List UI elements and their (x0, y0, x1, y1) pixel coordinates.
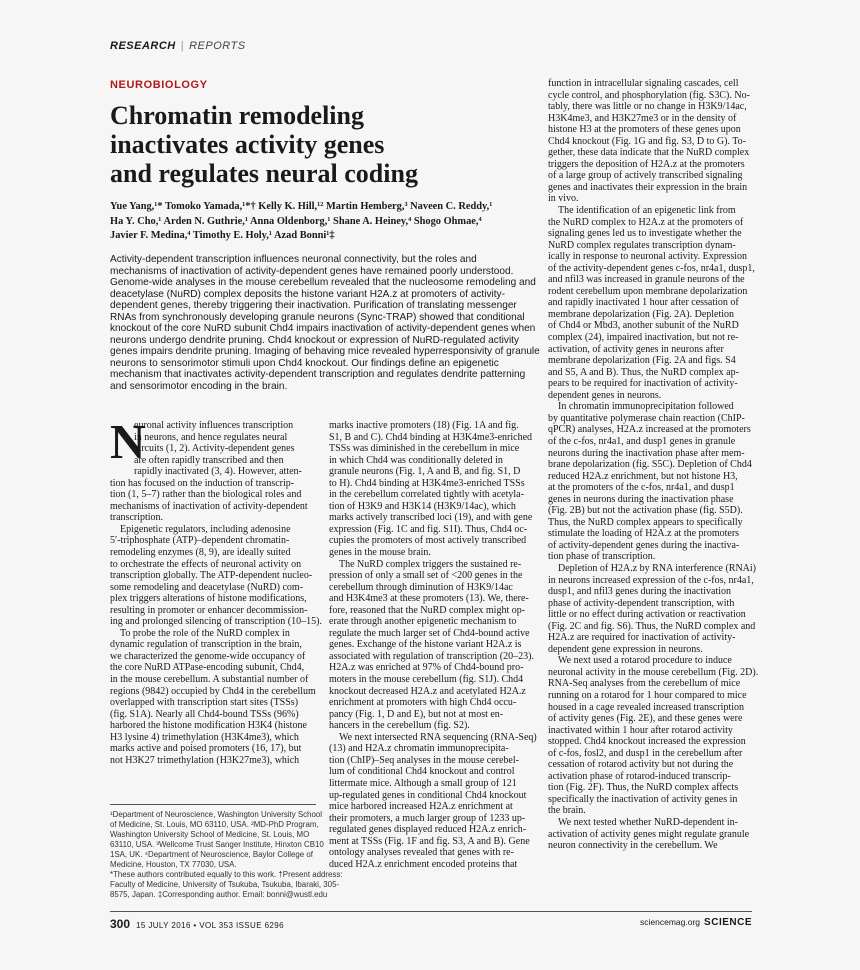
body-text-line: We next tested whether NuRD-dependent in- (558, 817, 738, 828)
body-text-line: dynamic regulation of transcription in the brain, (110, 639, 302, 651)
body-text-line: hancers in the cerebellum (fig. S2). (329, 720, 470, 732)
running-header (110, 40, 246, 52)
body-column-3 (548, 78, 759, 852)
body-text-line: we characterized the genome-wide occupancy of (110, 650, 306, 662)
body-text-line: granule neurons (Fig. 1, A and B, and fig. S1, D (329, 466, 521, 478)
footnote-line: 1SA, UK. ⁴Department of Neuroscience, Baylor College of (110, 850, 313, 859)
body-text-line: remodeling enzymes (8, 9), are ideally suited (110, 547, 291, 559)
footnote-line: Washington University School of Medicine, St. Louis, MO (110, 830, 310, 839)
body-text-line: overlapped with transcription start sites (TSSs) (110, 697, 299, 709)
footnote-line: Medicine, Houston, TX 77030, USA. (110, 860, 237, 869)
body-text-line: duced H2A.z enrichment encoded proteins that (329, 858, 518, 870)
body-column-1 (110, 414, 322, 766)
body-text-line: inactivated within 1 hour after rotarod activity (548, 724, 733, 736)
body-text-line: transcription globally. The ATP-dependent nucleo- (110, 570, 313, 582)
abstract-line: and sensorimotor encoding in the brain. (110, 381, 288, 393)
abstract-line: Genome-wide analyses in the mouse cerebellum revealed that the nucleosome remodeling and (110, 277, 536, 289)
body-text-line: Thus, the NuRD complex appears to specifically (548, 516, 743, 528)
body-text-line: tion (Fig. 2F). Thus, the NuRD complex affects (548, 782, 739, 794)
subsection-label: REPORTS (189, 40, 246, 52)
issue-info: 15 JULY 2016 • VOL 353 ISSUE 6296 (136, 921, 284, 930)
title-line: inactivates activity genes (110, 130, 385, 159)
body-text-line: of the activity-dependent genes c-fos, nr4a1, dusp1, (548, 262, 755, 274)
body-text-line: in the cerebellum correlated tightly with acetyla- (329, 489, 524, 501)
section-label: RESEARCH (110, 40, 176, 52)
body-text-line: We next intersected RNA sequencing (RNA-Seq) (339, 731, 537, 743)
body-text-line: dependent genes in neurons. (548, 389, 662, 401)
body-text-line: little or no effect during activation or reactivation (548, 609, 746, 621)
body-text-line: activation of activity genes might regulate granule (548, 828, 750, 840)
body-text-line: activation, of activity genes in neurons after (548, 343, 724, 355)
body-text-line: marks inactive promoters (18) (Fig. 1A and fig. (329, 420, 519, 431)
body-text-line: rapidly inactivated (3, 4). However, atten- (134, 466, 302, 478)
body-text-line: H3 lysine 4) trimethylation (H3K4me3), which (110, 731, 299, 743)
footnote-line: Faculty of Medicine, University of Tsukuba, Tsukuba, Ibaraki, 305- (110, 880, 340, 889)
drop-cap: N (110, 414, 146, 469)
body-text-line: lum of conditional Chd4 knockout and control (329, 766, 515, 778)
abstract-line: neurons to sensorimotor stimuli upon Chd4 knockout. Our findings define an epigenetic (110, 357, 499, 369)
body-text-line: erate through another epigenetic mechanism to (329, 616, 517, 628)
body-text-line: in vivo. (548, 193, 579, 205)
body-text-line: by quantitative polymerase chain reaction (ChIP- (548, 412, 745, 424)
body-text-line: phase of activity-dependent transcription, with (548, 597, 735, 609)
body-text-line: The NuRD complex triggers the sustained re- (339, 558, 522, 570)
body-text-line: fore, reasoned that the NuRD complex might op- (329, 604, 526, 616)
body-text-line: The identification of an epigenetic link from (558, 205, 736, 217)
body-text-line: ment at TSSs (Fig. 1F and fig. S3, A and B). Gene (329, 835, 530, 847)
abstract-line: Activity-dependent transcription influences neuronal connectivity, but the roles and (110, 254, 477, 265)
footnote-line: of Medicine, St. Louis, MO 63110, USA. ²MD-PhD Program, (110, 820, 319, 829)
body-text-line: tion (ChIP)–Seq analyses in the mouse cerebel- (329, 754, 519, 766)
body-text-line: regulate the much larger set of Chd4-bound active (329, 627, 530, 639)
body-text-line: to H). Chd4 binding at H3K4me3-enriched TSSs (329, 477, 525, 489)
body-text-line: the brain. (548, 805, 586, 817)
abstract-line: neurons undergo dendrite pruning. Chd4 knockout or expression of NuRD-regulated activity (110, 334, 520, 346)
body-text-line: complex (24), impaired inactivation, but not re- (548, 332, 739, 344)
abstract-line: genes impairs dendrite pruning. Imaging of behaving mice revealed hyperresponsivity of granule (110, 346, 540, 358)
body-text-line: (Fig. 2C and fig. S6). Thus, the NuRD complex and (548, 620, 756, 632)
body-text-line: function in intracellular signaling cascades, cell (548, 78, 739, 89)
body-text-line: stimulate the loading of H2A.z at the promoters (548, 528, 740, 540)
body-text-line: up-regulated genes in conditional Chd4 knockout (329, 789, 527, 801)
body-text-line: cerebellum through diminution of H3K9/14ac (329, 581, 513, 593)
footnote-line: *These authors contributed equally to this work. †Present address: (110, 870, 343, 879)
body-text-line: signaling genes led us to investigate whether the (548, 228, 742, 240)
body-text-line: 5′-triphosphate (ATP)–dependent chromatin- (110, 535, 290, 547)
body-text-line: tion phase of transcription. (548, 551, 656, 563)
body-text-line: of Chd4 or Mbd3, another subunit of the NuRD (548, 320, 739, 332)
body-text-line: (fig. S1A). Nearly all Chd4-bound TSSs (96%) (110, 708, 299, 720)
abstract-line: knockout of the core NuRD subunit Chd4 impairs inactivation of activity-dependent genes when (110, 323, 536, 335)
body-text-line: neuronal activity in the mouse cerebellum (Fig. 2D). (548, 666, 759, 678)
body-text-line: and H3K4me3 at these promoters (13). We, there- (329, 593, 529, 605)
body-text-line: RNA-Seq analyses from the cerebellum of mice (548, 678, 741, 690)
body-text-line: To probe the role of the NuRD complex in (120, 627, 290, 639)
footnote-divider (110, 804, 316, 805)
body-text-line: gether, these data indicate that the NuRD complex (548, 147, 750, 159)
body-text-line: H3K4me3, and H3K27me3 or in the density of (548, 112, 737, 124)
body-text-line: at the promoters of the c-fos, nr4a1, and dusp1 (548, 482, 735, 494)
body-text-line: knockout decreased H2A.z and acetylated H2A.z (329, 685, 526, 697)
body-text-line: in neurons, and hence regulates neural (134, 431, 288, 443)
header-separator: | (180, 40, 185, 52)
body-text-line: circuits (1, 2). Activity-dependent genes (134, 443, 295, 455)
body-text-line: pancy (Fig. 1, D and E), but not at most en- (329, 708, 504, 720)
body-text-line: plex triggers alterations of histone modifications, (110, 593, 307, 605)
body-text-line: the NuRD complex to H2A.z at the promoters of (548, 216, 744, 228)
body-text-line: (13) and H2A.z chromatin immunoprecipita- (329, 743, 509, 755)
title-line: and regulates neural coding (110, 159, 418, 188)
body-text-line: cupies the promoters of most actively transcribed (329, 535, 527, 547)
footnote-line: 8575, Japan. ‡Corresponding author. Email: bonni@wustl.edu (110, 890, 328, 899)
body-text-line: to orchestrate the effects of neuronal activity on (110, 558, 302, 570)
body-text-line: Epigenetic regulators, including adenosine (120, 523, 291, 535)
body-text-line: We next used a rotarod procedure to induce (558, 655, 732, 667)
body-text-line: reduced H2A.z enrichment, but not histone H3, (548, 470, 738, 482)
body-text-line: of c-fos, fosl2, and dusp1 in the cerebellum after (548, 747, 743, 759)
body-text-line: tion has focused on the induction of transcrip- (110, 477, 295, 489)
body-text-line: in which Chd4 was conditionally deleted in (329, 454, 503, 466)
body-text-line: running on a rotarod for 1 hour compared to mice (548, 689, 747, 701)
body-text-line: littermate mice. Although a small group of 121 (329, 777, 517, 789)
footer-left (110, 917, 284, 931)
body-text-line: H2A.z are required for inactivation of activity- (548, 632, 736, 644)
body-text-line: tion of H3K9 and H3K14 (H3K9/14ac), which (329, 500, 516, 512)
body-text-line: pression of only a small set of <200 genes in the (329, 570, 523, 582)
body-text-line: pears to be required for inactivation of activity- (548, 378, 738, 390)
affiliation-footnotes (110, 810, 343, 900)
body-text-line: their promoters, a much larger group of 1233 up- (329, 812, 526, 824)
body-text-line: regulated genes displayed reduced H2A.z enrich- (329, 824, 527, 836)
body-text-line: the core NuRD ATPase-encoding subunit, Chd4, (110, 662, 305, 674)
body-text-line: genes and inactivates their expression in the brain (548, 181, 748, 193)
body-text-line: dependent gene expression in neurons. (548, 643, 703, 655)
author-line: Yue Yang,¹* Tomoko Yamada,¹*† Kelly K. Hill,¹² Martin Hemberg,³ Naveen C. Reddy,¹ (110, 201, 493, 212)
body-text-line: not H3K27 trimethylation (H3K27me3), which (110, 754, 300, 766)
body-text-line: some remodeling and deacetylase (NuRD) com- (110, 581, 303, 593)
body-text-line: marks actively transcribed loci (19), and with gene (329, 512, 533, 524)
body-text-line: tably, there was little or no change in H3K9/14ac, (548, 101, 747, 113)
body-text-line: transcription. (110, 512, 164, 524)
abstract-line: mechanisms of inactivation of activity-dependent genes have remained poorly understood. (110, 265, 514, 277)
body-text-line: of activity genes (Fig. 2E), and these genes were (548, 713, 743, 725)
title-line: Chromatin remodeling (110, 101, 364, 130)
body-text-line: TSSs was diminished in the cerebellum in mice (329, 443, 520, 455)
body-text-line: in the mouse cerebellum. A substantial number of (110, 674, 309, 686)
footnote-line: ¹Department of Neuroscience, Washington University School (110, 810, 322, 819)
body-text-line: expression (Fig. 1C and fig. S1I). Thus, Chd4 oc- (329, 523, 528, 535)
body-text-line: cycle control, and phosphorylation (fig. S3C). No- (548, 89, 750, 101)
body-text-line: genes in the mouse brain. (329, 547, 431, 559)
abstract (110, 254, 540, 393)
body-text-line: H2A.z was enriched at 97% of Chd4-bound pro- (329, 662, 524, 674)
body-text-line: dusp1, and nfil3 genes during the inactivation (548, 586, 732, 598)
footnote-line: 63110, USA. ³Wellcome Trust Sanger Institute, Hinxton CB10 (110, 840, 324, 849)
page-number: 300 (110, 917, 131, 931)
body-column-2 (329, 420, 535, 870)
body-text-line: brane depolarization (fig. S5C). Depletion of Chd4 (548, 459, 752, 471)
journal-name: SCIENCE (704, 917, 752, 928)
body-text-line: triggers the deposition of H2A.z at the promoters (548, 158, 745, 170)
body-text-line: mechanisms of inactivation of activity-dependent (110, 500, 308, 512)
body-text-line: Depletion of H2A.z by RNA interference (RNAi) (558, 562, 756, 574)
author-line: Ha Y. Cho,¹ Arden N. Guthrie,¹ Anna Oldenborg,¹ Shane A. Heiney,⁴ Shogo Ohmae,⁴ (110, 215, 482, 227)
body-text-line: of a large group of actively transcribed signaling (548, 170, 743, 182)
body-text-line: moters in the mouse cerebellum (fig. S1J). Chd4 (329, 674, 524, 686)
body-text-line: and rapidly inactivated 1 hour after cessation of (548, 297, 739, 309)
author-list (110, 200, 530, 244)
subject-kicker: NEUROBIOLOGY (110, 79, 208, 91)
body-text-line: neuron connectivity in the cerebellum. We (548, 840, 718, 852)
body-text-line: and S5, A and B). Thus, the NuRD complex ap- (548, 366, 739, 378)
body-text-line: and nfil3 was increased in granule neurons of the (548, 274, 745, 286)
body-text-line: genes. Exchange of the histone variant H2A.z is (329, 639, 522, 651)
body-text-line: euronal activity influences transcription (134, 420, 294, 431)
body-text-line: mice harbored increased H2A.z enrichment at (329, 801, 513, 813)
body-text-line: of the c-fos, nr4a1, and dusp1 genes in granule (548, 435, 736, 447)
journal-site: sciencemag.org (640, 917, 701, 927)
body-text-line: Chd4 knockout (Fig. 1G and fig. S3, D to G). To- (548, 135, 746, 147)
body-text-line: resulting in promoter or enhancer decommission- (110, 604, 308, 616)
body-text-line: histone H3 at the promoters of these genes upon (548, 124, 741, 136)
body-text-line: enrichment at promoters with high Chd4 occu- (329, 697, 517, 709)
abstract-line: dependent genes, thereby triggering their inactivation. Purification of translating messenger (110, 300, 517, 312)
body-text-line: regions (9842) occupied by Chd4 in the cerebellum (110, 685, 316, 697)
abstract-line: RNAs from synchronously developing granule neurons (Sync-TRAP) showed that conditional (110, 311, 525, 323)
body-text-line: qPCR) analyses, H2A.z increased at the promoters (548, 424, 751, 436)
body-text-line: ically in response to neuronal activity. Expression (548, 251, 748, 263)
body-text-line: are often rapidly transcribed and then (134, 454, 284, 466)
body-text-line: genes in neurons during the inactivation phase (548, 493, 734, 505)
body-text-line: stopped. Chd4 knockout increased the expression (548, 736, 746, 748)
body-text-line: neurons during the inactivation phase after mem- (548, 447, 745, 459)
body-text-line: rodent cerebellum upon membrane depolarization (548, 285, 748, 297)
body-text-line: In chromatin immunoprecipitation followed (558, 401, 734, 413)
body-text-line: tion (1, 5–7) rather than the biological roles and (110, 489, 302, 501)
body-text-line: harbored the histone modification H3K4 (histone (110, 720, 307, 732)
body-text-line: ontology analyses revealed that genes with re- (329, 847, 514, 859)
footer-divider (110, 911, 752, 912)
body-text-line: membrane depolarization (Fig. 2A). Depletion (548, 308, 735, 320)
body-text-line: S1, B and C). Chd4 binding at H3K4me3-enriched (329, 431, 533, 443)
body-text-line: specifically the inactivation of activity genes in (548, 793, 738, 805)
body-text-line: marks active and poised promoters (16, 17), but (110, 743, 302, 755)
body-text-line: NuRD complex regulates transcription dynam- (548, 239, 736, 251)
body-text-line: of activity-dependent genes during the inactiva- (548, 539, 740, 551)
body-text-line: cessation of rotarod activity but not during the (548, 759, 734, 771)
body-text-line: housed in a cage revealed increased transcription (548, 701, 745, 713)
body-text-line: in neurons increased expression of the c-fos, nr4a1, (548, 574, 754, 586)
body-text-line: (Fig. 2B) but not the activation phase (fig. S5D). (548, 505, 743, 517)
body-text-line: ing and prolonged silencing of transcription (10–15). (110, 616, 322, 628)
abstract-line: mechanism that inactivates activity-dependent transcription and regulates dendrite patterning (110, 369, 526, 381)
body-text-line: activation phase of rotarod-induced transcrip- (548, 770, 731, 782)
footer-right (640, 917, 752, 928)
author-line: Javier F. Medina,⁴ Timothy E. Holy,¹ Azad Bonni¹‡ (110, 230, 335, 241)
abstract-line: deacetylase (NuRD) complex deposits the histone variant H2A.z at promoters of activity- (110, 288, 505, 300)
article-title (110, 101, 530, 188)
body-text-line: associated with regulation of transcription (20–23). (329, 650, 534, 662)
body-text-line: membrane depolarization (Fig. 2A and figs. S4 (548, 355, 736, 367)
